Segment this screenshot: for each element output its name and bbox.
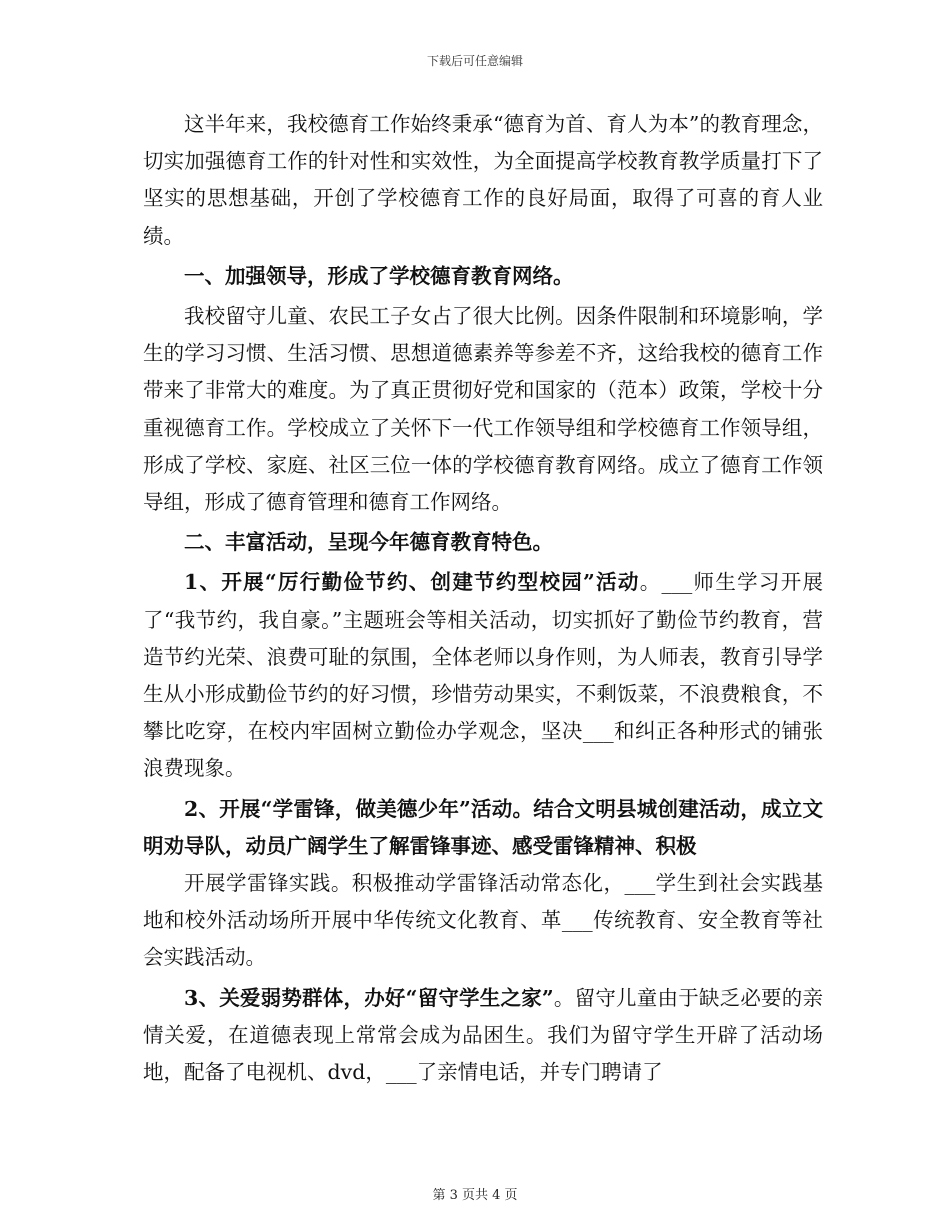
page-footer: 第 3 页共 4 页 bbox=[432, 1188, 518, 1203]
activity-1-body: 。___师生学习开展了“我节约，我自豪。”主题班会等相关活动，切实抓好了勤俭节约教育，营造节约光荣、浪费可耻的氛围，全体老师以身作则，为人师表，教育引导学生从小形成勤俭节约的好习惯，珍惜劳动果实，不剩饭菜，不浪费粮食，不攀比吃穿，在校内牢固树立勤俭办学观念，坚决___和纠正各种形式的铺张浪费现象。 bbox=[143, 570, 823, 781]
paragraph-activity-3 bbox=[143, 980, 823, 1092]
paragraph-leadership: 我校留守儿童、农民工子女占了很大比例。因条件限制和环境影响，学生的学习习惯、生活习惯、思想道德素养等参差不齐，这给我校的德育工作带来了非常大的难度。为了真正贯彻好党和国家的（范本）政策，学校十分重视德育工作。学校成立了关怀下一代工作领导组和学校德育工作领导组，形成了学校、家庭、社区三位一体的学校德育教育网络。成立了德育工作领导组，形成了德育管理和德育工作网络。 bbox=[143, 304, 823, 515]
intro-paragraph: 这半年来，我校德育工作始终秉承“德育为首、育人为本”的教育理念，切实加强德育工作的针对性和实效性，为全面提高学校教育教学质量打下了坚实的思想基础，开创了学校德育工作的良好局面，取得了可喜的育人业绩。 bbox=[143, 112, 823, 248]
activity-1-title: 1、开展“厉行勤俭节约、创建节约型校园”活动 bbox=[184, 570, 640, 595]
activity-3-body: 。留守儿童由于缺乏必要的亲情关爱，在道德表现上常常会成为品困生。我们为留守学生开辟了活动场地，配备了电视机、dvd，___了亲情电话，并专门聘请了 bbox=[143, 985, 823, 1085]
page-header: 下载后可任意编辑 bbox=[426, 54, 523, 68]
paragraph-activity-1 bbox=[143, 564, 823, 787]
activity-3-title: 3、关爱弱势群体，办好“留守学生之家” bbox=[184, 985, 554, 1010]
section-heading-2: 二、丰富活动，呈现今年德育教育特色。 bbox=[184, 530, 553, 555]
paragraph-activity-2-title: 2、开展“学雷锋，做美德少年”活动。结合文明县城创建活动，成立文明劝导队，动员广阔学生了解雷锋事迹、感受雷锋精神、积极 bbox=[143, 796, 823, 858]
paragraph-activity-2-body: 开展学雷锋实践。积极推动学雷锋活动常态化，___学生到社会实践基地和校外活动场所开展中华传统文化教育、革___传统教育、安全教育等社会实践活动。 bbox=[143, 871, 823, 970]
section-heading-1: 一、加强领导，形成了学校德育教育网络。 bbox=[184, 263, 574, 288]
document-body bbox=[143, 106, 823, 1091]
